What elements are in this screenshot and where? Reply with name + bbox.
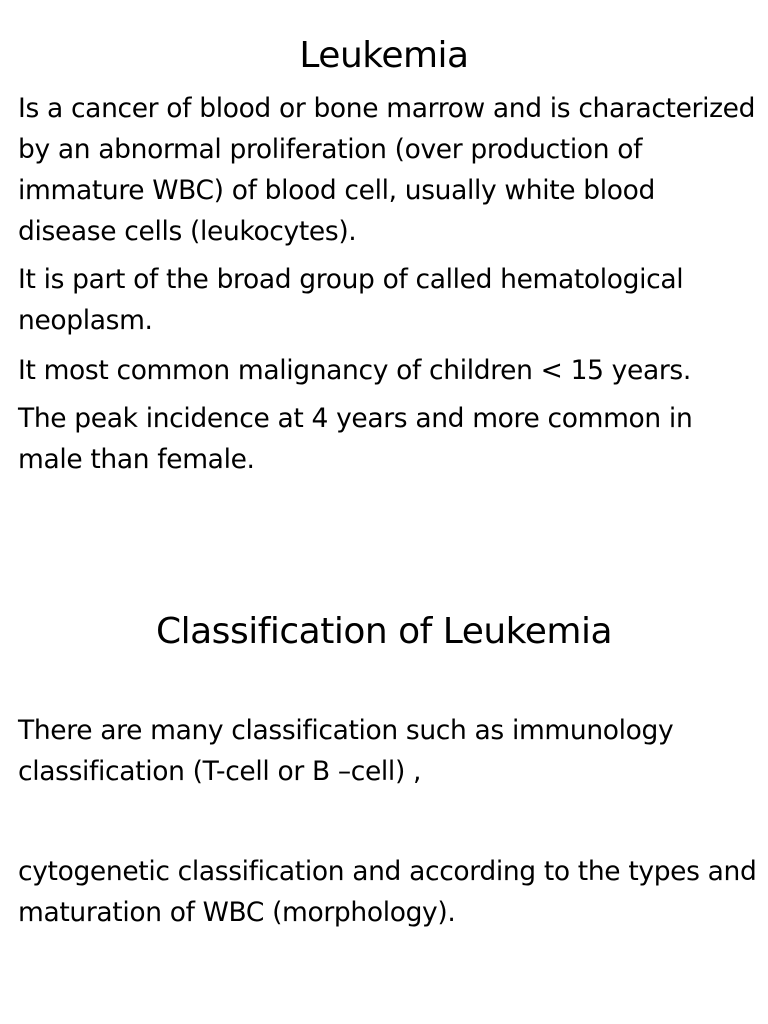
paragraph-definition: Is a cancer of blood or bone marrow and is characterized by an abnormal proliferation (over production of immature WBC) of blood cell, usually white blood disease cells (leukocytes). <box>18 93 756 247</box>
paragraph-cytogenetic: cytogenetic classification and according to the types and maturation of WBC (morphology). <box>18 856 757 928</box>
paragraph-immunology: There are many classification such as immunology classification (T-cell or B –cell) , <box>18 715 674 787</box>
slide-title: Classification of Leukemia <box>155 611 613 652</box>
paragraph-malignancy: It most common malignancy of children < 15 years. <box>18 355 691 386</box>
slide-title: Leukemia <box>299 35 469 76</box>
paragraph-group: It is part of the broad group of called hematological neoplasm. <box>18 264 684 336</box>
paragraph-incidence: The peak incidence at 4 years and more common in male than female. <box>18 403 693 475</box>
